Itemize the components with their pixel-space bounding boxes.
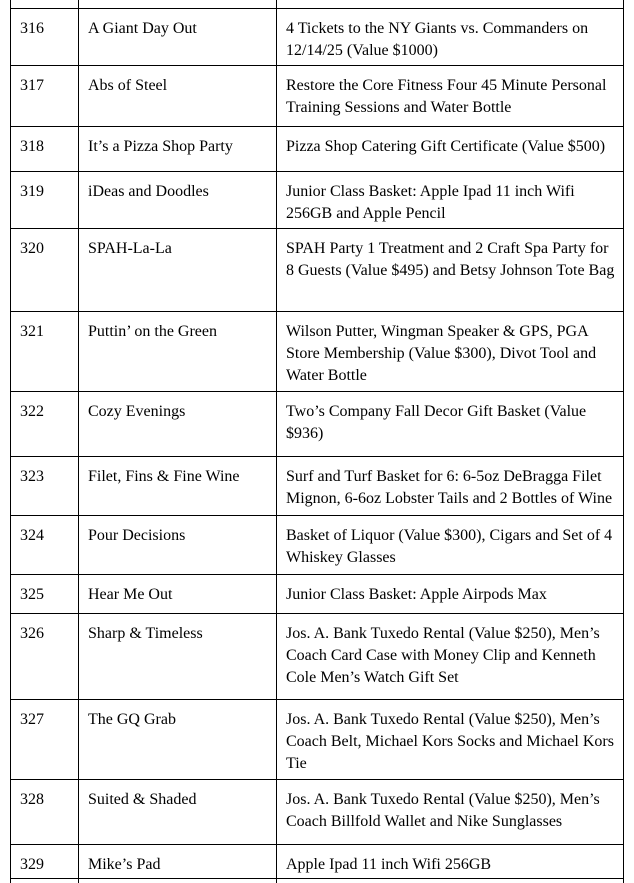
clipped-cell: [277, 0, 624, 9]
item-description-cell: Basket of Liquor (Value $300), Cigars and Set of 4 Whiskey Glasses: [277, 516, 624, 575]
item-number-cell: 317: [11, 66, 79, 127]
item-number-cell: 323: [11, 457, 79, 516]
item-name-cell: Hear Me Out: [79, 575, 277, 614]
item-name-cell: Mike’s Pad: [79, 845, 277, 879]
clipped-cell: [79, 0, 277, 9]
item-description-cell: Pizza Shop Catering Gift Certificate (Value $500): [277, 127, 624, 172]
item-number-cell: 322: [11, 392, 79, 457]
item-description-cell: Apple Ipad 11 inch Wifi 256GB: [277, 845, 624, 879]
item-name-cell: Suited & Shaded: [79, 780, 277, 845]
table-row: [11, 845, 624, 879]
table-row: [11, 9, 624, 66]
table-row: [11, 392, 624, 457]
item-number-cell: 327: [11, 700, 79, 780]
table-row: [11, 66, 624, 127]
item-description-cell: Jos. A. Bank Tuxedo Rental (Value $250), Men’s Coach Billfold Wallet and Nike Sunglasses: [277, 780, 624, 845]
clipped-row-bottom: [11, 879, 624, 883]
table-row: [11, 127, 624, 172]
item-number-cell: 320: [11, 229, 79, 312]
item-description-cell: Restore the Core Fitness Four 45 Minute Personal Training Sessions and Water Bottle: [277, 66, 624, 127]
auction-items-table: [10, 0, 624, 883]
item-number-cell: 319: [11, 172, 79, 229]
item-description-cell: 4 Tickets to the NY Giants vs. Commanders on 12/14/25 (Value $1000): [277, 9, 624, 66]
item-name-cell: Puttin’ on the Green: [79, 312, 277, 392]
item-name-cell: iDeas and Doodles: [79, 172, 277, 229]
item-name-cell: The GQ Grab: [79, 700, 277, 780]
table-row: [11, 614, 624, 700]
clipped-row-top: [11, 0, 624, 9]
table-body: [11, 9, 624, 879]
item-description-cell: Surf and Turf Basket for 6: 6-5oz DeBragga Filet Mignon, 6-6oz Lobster Tails and 2 Bottles of Wine: [277, 457, 624, 516]
item-description-cell: Junior Class Basket: Apple Airpods Max: [277, 575, 624, 614]
item-description-cell: Junior Class Basket: Apple Ipad 11 inch Wifi 256GB and Apple Pencil: [277, 172, 624, 229]
clipped-cell: [277, 879, 624, 883]
item-number-cell: 326: [11, 614, 79, 700]
table-row: [11, 457, 624, 516]
item-description-cell: Jos. A. Bank Tuxedo Rental (Value $250), Men’s Coach Card Case with Money Clip and Kenneth Cole Men’s Watch Gift Set: [277, 614, 624, 700]
item-name-cell: Sharp & Timeless: [79, 614, 277, 700]
item-description-cell: Wilson Putter, Wingman Speaker & GPS, PGA Store Membership (Value $300), Divot Tool and Water Bottle: [277, 312, 624, 392]
item-description-cell: Two’s Company Fall Decor Gift Basket (Value $936): [277, 392, 624, 457]
item-name-cell: Cozy Evenings: [79, 392, 277, 457]
item-number-cell: 316: [11, 9, 79, 66]
table-row: [11, 575, 624, 614]
clipped-cell: [11, 879, 79, 883]
table-row: [11, 780, 624, 845]
table-row: [11, 312, 624, 392]
item-name-cell: Pour Decisions: [79, 516, 277, 575]
table-row: [11, 516, 624, 575]
item-name-cell: Abs of Steel: [79, 66, 277, 127]
item-description-cell: SPAH Party 1 Treatment and 2 Craft Spa Party for 8 Guests (Value $495) and Betsy Johnson Tote Bag: [277, 229, 624, 312]
item-description-cell: Jos. A. Bank Tuxedo Rental (Value $250), Men’s Coach Belt, Michael Kors Socks and Michael Kors Tie: [277, 700, 624, 780]
item-number-cell: 328: [11, 780, 79, 845]
item-name-cell: SPAH-La-La: [79, 229, 277, 312]
item-number-cell: 324: [11, 516, 79, 575]
item-name-cell: It’s a Pizza Shop Party: [79, 127, 277, 172]
clipped-cell: [11, 0, 79, 9]
item-name-cell: Filet, Fins & Fine Wine: [79, 457, 277, 516]
item-number-cell: 325: [11, 575, 79, 614]
clipped-cell: [79, 879, 277, 883]
table-row: [11, 172, 624, 229]
table-row: [11, 229, 624, 312]
table-row: [11, 700, 624, 780]
item-number-cell: 329: [11, 845, 79, 879]
item-number-cell: 318: [11, 127, 79, 172]
item-number-cell: 321: [11, 312, 79, 392]
item-name-cell: A Giant Day Out: [79, 9, 277, 66]
